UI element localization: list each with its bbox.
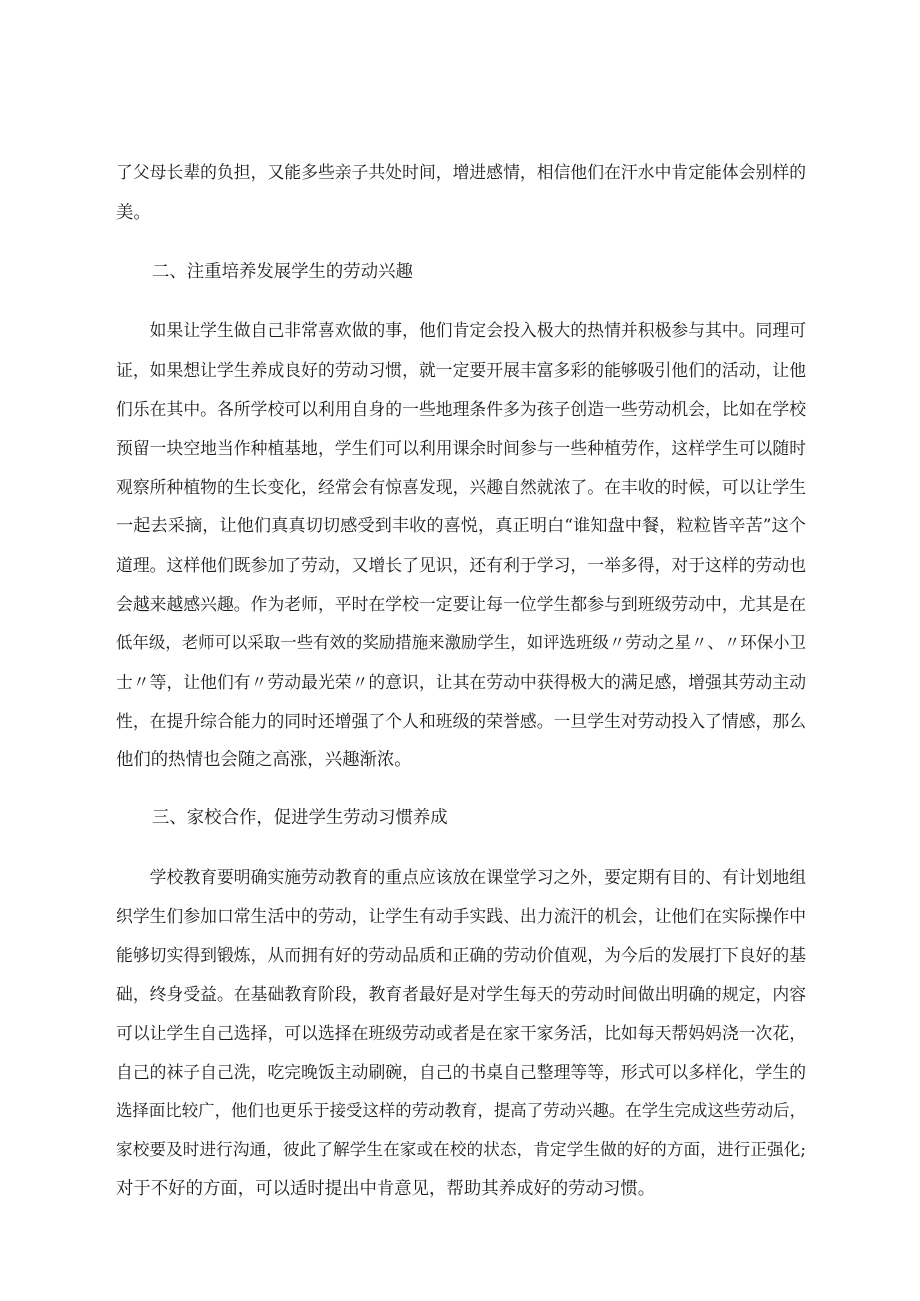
paragraph-3-line-7: 选择面比较广，他们也更乐于接受这样的劳动教育，提高了劳动兴趣。在学生完成这些劳动后， (116, 1101, 806, 1120)
paragraph-3-line-4: 础，终身受益。在基础教育阶段，教育者最好是对学生每天的劳动时间做出明确的规定，内容 (116, 984, 806, 1004)
paragraph-2-line-1: 如果让学生做自己非常喜欢做的事，他们肯定会投入极大的热情并积极参与其中。同理可 (116, 320, 806, 340)
paragraph-3-line-6: 自己的袜子自己洗，吃完晚饭主动刷碗，自己的书桌自己整理等等，形式可以多样化，学生的 (116, 1062, 806, 1082)
paragraph-2-line-12: 他们的热情也会随之高涨，兴趣渐浓。 (116, 750, 412, 770)
paragraph-2-line-8: 会越来越感兴趣。作为老师，平时在学校一定要让每一位学生都参与到班级劳动中，尤其是在 (116, 594, 806, 614)
paragraph-3-line-3: 能够切实得到锻炼，从而拥有好的劳动品质和正确的劳动价值观，为今后的发展打下良好的基 (116, 945, 806, 965)
paragraph-2-line-3: 们乐在其中。各所学校可以利用自身的一些地理条件多为孩子创造一些劳动机会，比如在学校 (116, 399, 806, 419)
paragraph-3-line-2: 织学生们参加口常生活中的劳动，让学生有动手实践、出力流汗的机会，让他们在实际操作中 (116, 906, 806, 926)
paragraph-2-line-5: 观察所种植物的生长变化，经常会有惊喜发现，兴趣自然就浓了。在丰收的时候，可以让学生 (116, 477, 806, 497)
paragraph-3-line-9: 对于不好的方面，可以适时提出中肯意见，帮助其养成好的劳动习惯。 (116, 1179, 656, 1199)
paragraph-3-line-8: 家校要及时进行沟通，彼此了解学生在家或在校的状态，肯定学生做的好的方面，进行正强化; (116, 1140, 806, 1159)
paragraph-1-line-1: 了父母长辈的负担，又能多些亲子共处时间，增进感情，相信他们在汗水中肯定能体会别样的 (116, 162, 806, 182)
paragraph-2-line-9: 低年级，老师可以采取一些有效的奖励措施来激励学生，如评选班级〃劳动之星〃、〃环保小卫 (116, 633, 806, 652)
paragraph-2-line-11: 性，在提升综合能力的同时还增强了个人和班级的荣誉感。一旦学生对劳动投入了情感，那么 (116, 711, 806, 731)
paragraph-2-line-6: 一起去采摘，让他们真真切切感受到丰收的喜悦，真正明白“谁知盘中餐，粒粒皆辛苦”这个 (116, 516, 806, 536)
paragraph-3-line-1: 学校教育要明确实施劳动教育的重点应该放在课堂学习之外，要定期有目的、有计划地组 (116, 867, 806, 887)
section-heading-3: 三、家校合作，促进学生劳动习惯养成 (152, 808, 448, 828)
paragraph-1-line-2: 美。 (116, 203, 151, 223)
paragraph-2-line-4: 预留一块空地当作种植基地，学生们可以利用课余时间参与一些种植劳作，这样学生可以随时 (116, 438, 806, 458)
paragraph-2-line-10: 士〃等，让他们有〃劳动最光荣〃的意识，让其在劳动中获得极大的满足感，增强其劳动主动 (116, 672, 806, 692)
paragraph-2-line-2: 证，如果想让学生养成良好的劳动习惯，就一定要开展丰富多彩的能够吸引他们的活动，让他 (116, 360, 806, 380)
section-heading-2: 二、注重培养发展学生的劳动兴趣 (152, 262, 413, 282)
paragraph-3-line-5: 可以让学生自己选择，可以选择在班级劳动或者是在家干家务活，比如每天帮妈妈浇一次花， (116, 1023, 806, 1043)
paragraph-2-line-7: 道理。这样他们既参加了劳动，又增长了见识，还有利于学习，一举多得，对于这样的劳动也 (116, 555, 806, 575)
